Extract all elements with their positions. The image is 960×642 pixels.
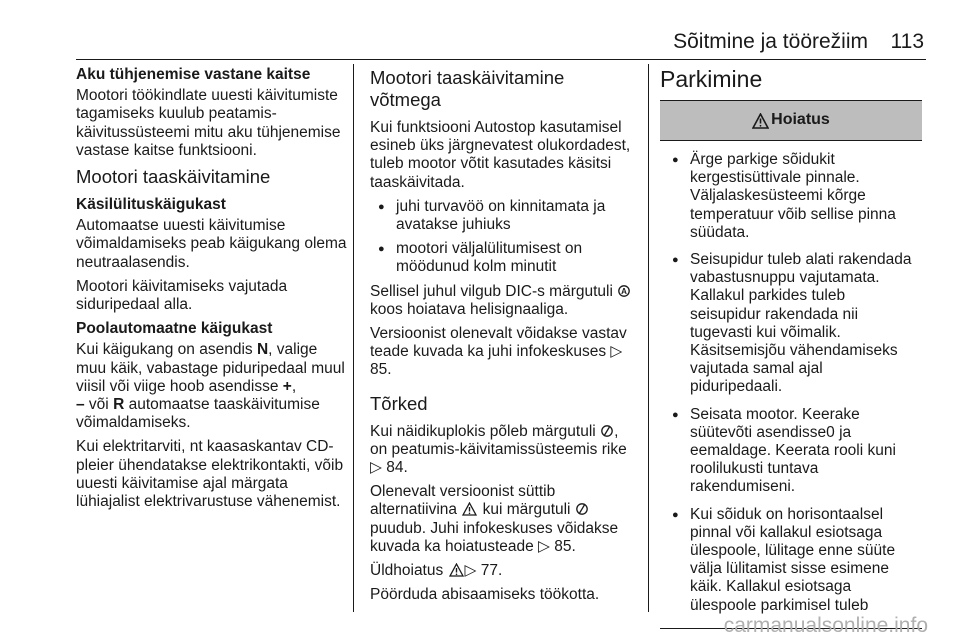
section-heading: Mootori taaskäivitamine: [76, 166, 271, 188]
paragraph: Olenevalt versioonist süttib alternatiivina kui märgutuli puudub. Juhi infokeskuses võidakse kuvada ka hoiatusteade ▷ 85.: [370, 483, 619, 555]
page-reference-arrow-icon: ▷: [464, 562, 477, 580]
bullet-list: [664, 151, 914, 615]
autostop-fault-icon: [576, 502, 588, 516]
page-number: 113: [890, 30, 924, 53]
section-heading: Parkimine: [660, 66, 763, 92]
column-middle: [370, 64, 638, 610]
paragraph: Versioonist olenevalt võidakse vastav teade kuvada ka juhi infokeskuses ▷ 85.: [370, 325, 627, 379]
subsection-heading: Poolautomaatne käigukast: [76, 320, 273, 338]
page-reference-arrow-icon: ▷: [538, 537, 550, 555]
warning-header: [660, 101, 922, 141]
paragraph: Üldhoiatus ▷ 77.: [370, 562, 503, 580]
warning-triangle-icon: [752, 113, 769, 129]
svg-text:A: A: [621, 286, 628, 296]
header-title: Sõitmine ja töörežiim: [673, 30, 868, 53]
paragraph: Kui elektritarviti, nt kaasaskantav CD-pleier ühendatakse elektrikontakti, võib uuesti käivitamise ajal märgata lühiajalist elektrivarustuse vähenemist.: [76, 438, 344, 511]
paragraph: Kui käigukang on asendis N, valige muu käik, vabastage piduripedaal muul viisil või viige hoob asendisse +, – või R automaatse taaskäivitumise võimaldamiseks.: [76, 341, 345, 432]
list-item: ● Seisupidur tuleb alati rakendada vabastusnuppu vajutamata. Kallakul parkides tuleb seisupidur rakendada nii tugevasti kui võimalik. Käsitsemisjõu vähendamiseks vajutada samal ajal piduripedaali.: [664, 251, 914, 397]
column-left: [76, 64, 348, 517]
list-item: ● Kui sõiduk on horisontaalsel pinnal või kallakul esiotsaga ülespoole, lülitage enne süüte välja lülitamist sisse esimene käik. Kallakul esiotsaga ülespoole parkimisel tuleb: [664, 506, 914, 615]
column-divider: [353, 64, 354, 612]
autostop-icon: [618, 284, 630, 298]
page-reference-arrow-icon: ▷: [610, 343, 623, 361]
paragraph: Pöörduda abisaamiseks töökotta.: [370, 586, 600, 604]
warning-title: Hoiatus: [771, 111, 830, 129]
paragraph: Automaatse uuesti käivitumise võimaldamiseks peab käigukang olema neutraalasendis.: [76, 217, 347, 271]
header-rule: [76, 59, 926, 60]
list-item: ● Ärge parkige sõidukit kergestisüttivale pinnale. Väljalaskesüsteemi kõrge temperatuur võib sellise pinna süüdata.: [664, 151, 914, 242]
section-heading: Aku tühjenemise vastane kaitse: [76, 66, 311, 83]
section-heading: Tõrked: [370, 392, 428, 414]
list-item: ● juhi turvavöö on kinnitamata ja avatakse juhiuks: [370, 198, 638, 234]
list-item: ● Seisata mootor. Keerake süütevõti asendisse0 ja eemaldage. Keerata rooli kuni roolilukusti tuntava rakendumiseni.: [664, 406, 914, 497]
warning-triangle-icon: [462, 502, 477, 516]
warning-box: [660, 100, 922, 629]
section-heading: Mootori taaskäivitamine võtmega: [370, 67, 565, 110]
bullet-list: [370, 198, 638, 277]
column-right: [660, 64, 922, 629]
column-divider: [648, 64, 649, 612]
warning-content: [660, 141, 922, 628]
warning-triangle-icon: [449, 563, 464, 577]
page-header: [0, 0, 960, 62]
paragraph: Mootori töökindlate uuesti käivitumiste tagamiseks kuulub peatamis-käivitussüsteemi mitu aku tühjenemise vastase kaitse funktsiooni.: [76, 87, 341, 159]
paragraph: Kui näidikuplokis põleb märgutuli , on peatumis-käivitamissüsteemis rike ▷ 84.: [370, 422, 627, 477]
paragraph: Sellisel juhul vilgub DIC-s märgutuli A koos hoiatava helisignaaliga.: [370, 283, 638, 319]
paragraph: Mootori käivitamiseks vajutada siduripedaal alla.: [76, 277, 288, 314]
watermark: carmanualsonline.info: [723, 614, 928, 637]
subsection-heading: Käsilülituskäigukast: [76, 196, 226, 214]
paragraph: Kui funktsiooni Autostop kasutamisel esineb üks järgnevatest olukordadest, tuleb mootor võtit kasutades käsitsi taaskäivitada.: [370, 119, 631, 191]
list-item: ● mootori väljalülitumisest on möödunud kolm minutit: [370, 240, 638, 276]
page-reference-arrow-icon: ▷: [370, 459, 382, 477]
autostop-fault-icon: [601, 424, 613, 438]
